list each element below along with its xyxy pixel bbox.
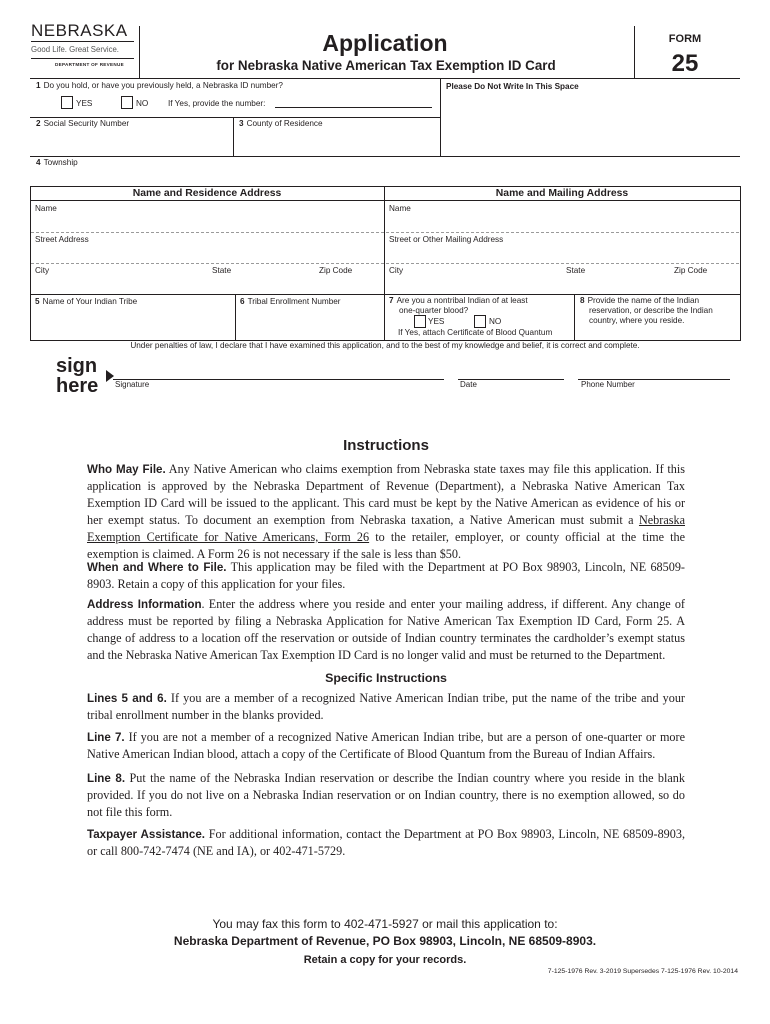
q1-ifyes-label: If Yes, provide the number: (168, 99, 266, 108)
mail-address-line: Nebraska Department of Revenue, PO Box 98903, Lincoln, NE 68509-8903. (173, 934, 597, 948)
mailing-city-label: City (389, 266, 404, 275)
page-title: Application (322, 30, 448, 56)
q7-q8-divider (574, 294, 575, 340)
office-use-divider (440, 78, 441, 156)
phone-label: Phone Number (581, 380, 635, 389)
form-26-link[interactable]: Nebraska Exemption Certificate for Native Americans, Form 26 (87, 513, 685, 544)
date-label: Date (460, 380, 477, 389)
form-label: FORM (668, 33, 702, 45)
retain-copy-line: Retain a copy for your records. (303, 954, 467, 966)
office-use-label: Please Do Not Write In This Space (446, 82, 579, 91)
page-subtitle: for Nebraska Native American Tax Exemption ID Card (216, 58, 556, 73)
mailing-name-input[interactable] (387, 214, 737, 230)
township-label: 4 Township (36, 158, 78, 167)
q7-no-checkbox[interactable] (474, 315, 486, 328)
q7-yes-label: YES (428, 317, 445, 326)
mailing-street-label: Street or Other Mailing Address (389, 235, 504, 244)
residence-city-label: City (35, 266, 50, 275)
tribe-enroll-divider (235, 294, 236, 340)
row-q1-bottom (30, 117, 440, 118)
lines-5-6-paragraph: Lines 5 and 6. If you are a member of a recognized Native American Indian tribe, put the name of the tribe and your tribal enrollment number in the blanks provided. (87, 691, 685, 722)
who-may-file-heading: Who May File. (87, 463, 166, 476)
signature-label: Signature (115, 380, 150, 389)
county-input[interactable] (236, 130, 438, 154)
line-7-heading: Line 7. (87, 731, 125, 744)
q1-yes-checkbox[interactable] (61, 96, 73, 109)
when-where-paragraph: When and Where to File. This application may be filed with the Department at PO Box 98903, Lincoln, NE 68509-8903. Retain a copy of this application for your files. (87, 560, 685, 591)
logo-rule (31, 58, 134, 59)
mailing-header: Name and Mailing Address (495, 188, 629, 199)
sign-here-label: sign here (56, 355, 99, 397)
line-8-paragraph: Line 8. Put the name of the Nebraska Indian reservation or describe the Indian country where you reside in the blank provided. If you do not live on a Nebraska Indian reservation or on Indian country, there is no exemption allowed, so do not file this form. (87, 771, 685, 819)
residence-name-label: Name (35, 204, 57, 213)
logo-department: DEPARTMENT OF REVENUE (55, 62, 124, 67)
taxpayer-assistance-heading: Taxpayer Assistance. (87, 828, 205, 841)
logo-underline (31, 41, 134, 42)
q8-label: 8 Provide the name of the Indian reservation, or describe the Indian country, where you reside. (580, 296, 713, 325)
line-7-paragraph: Line 7. If you are not a member of a recognized Native American Indian tribe, but are a person of one-quarter or more Native American Indian blood, attach a copy of the Certificate of Blood Quantum from the Bureau of Indian Affairs. (87, 730, 685, 761)
logo-tagline: Good Life. Great Service. (31, 45, 119, 54)
residence-street-input[interactable] (32, 245, 382, 261)
county-label: 3 County of Residence (239, 119, 323, 128)
q7-label: 7 Are you a nontribal Indian of at least one-quarter blood? (389, 296, 528, 315)
address-info-paragraph: Address Information. Enter the address where you reside and enter your mailing address, if different. Any change of address must be reported by filing a Nebraska Application for Native American Tax Exemption ID Card, Form 25. A change of address to a location off the reservation or outside of Indian country terminates the cardholder’s exempt status and the Nebraska Native American Tax Exemption ID Card is no longer valid and must be returned to the Department. (87, 597, 685, 662)
street-row-rule (31, 263, 739, 264)
residence-name-input[interactable] (32, 214, 382, 230)
residence-state-label: State (212, 266, 232, 275)
address-header-rule (30, 200, 740, 201)
ssn-label: 2 Social Security Number (36, 119, 130, 128)
mailing-state-label: State (566, 266, 586, 275)
residence-header: Name and Residence Address (132, 188, 282, 199)
header-divider-left (139, 26, 140, 78)
q1-label: 1 Do you hold, or have you previously held, a Nebraska ID number? (36, 81, 283, 90)
q1-no-label: NO (136, 99, 149, 108)
enrollment-input[interactable] (238, 308, 382, 336)
residence-street-label: Street Address (35, 235, 89, 244)
who-may-file-paragraph: Who May File. Any Native American who claims exemption from Nebraska state taxes may file this application. If this application is approved by the Nebraska Department of Revenue (Department), a Nebraska Native American Tax Exemption ID Card will be issued to the applicant. This card must be kept by the Native American as evidence of his or her exempt status. To document an exemption from Nebraska taxation, a Native American must submit a Nebraska Exemption Certificate for Native Americans, Form 26 to the retailer, employer, or county official at the time the exemption is claimed. A Form 26 is not necessary if the sale is less than $50. (87, 462, 686, 561)
lines-5-6-heading: Lines 5 and 6. (87, 692, 167, 705)
q1-no-checkbox[interactable] (121, 96, 133, 109)
q1-yes-label: YES (76, 99, 93, 108)
mailing-street-input[interactable] (387, 245, 737, 261)
township-input[interactable] (31, 169, 739, 183)
ssn-input[interactable] (31, 130, 231, 154)
residence-zip-label: Zip Code (319, 266, 353, 275)
revision-note: 7-125-1976 Rev. 3-2019 Supersedes 7-125-1976 Rev. 10-2014 (547, 968, 738, 975)
instructions-title: Instructions (343, 437, 429, 454)
mailing-name-label: Name (389, 204, 411, 213)
q7-yes-checkbox[interactable] (414, 315, 426, 328)
logo-wordmark: NEBRASKA (31, 21, 128, 40)
header-bottom-rule (30, 78, 740, 79)
q7-no-label: NO (489, 317, 502, 326)
mailing-city-input[interactable] (387, 276, 737, 292)
signature-input[interactable] (113, 379, 444, 380)
name-row-rule (31, 232, 739, 233)
tribe-input[interactable] (32, 308, 232, 336)
row-ssn-bottom (30, 156, 740, 157)
form-number: 25 (671, 50, 699, 77)
when-where-heading: When and Where to File. (87, 561, 227, 574)
sign-arrow-icon (106, 370, 114, 382)
enrollment-label: 6 Tribal Enrollment Number (240, 297, 341, 306)
fax-line: You may fax this form to 402-471-5927 or mail this application to: (212, 917, 558, 931)
taxpayer-assistance-paragraph: Taxpayer Assistance. For additional information, contact the Department at PO Box 98903, Lincoln, NE 68509-8903, or call 800-742-7474 (NE and IA), or 402-471-5729. (87, 827, 685, 858)
tribe-label: 5 Name of Your Indian Tribe (35, 297, 138, 306)
specific-instructions-title: Specific Instructions (325, 671, 447, 685)
line-8-heading: Line 8. (87, 772, 126, 785)
city-row-rule (30, 294, 740, 295)
nebraska-logo (31, 22, 136, 78)
address-info-heading: Address Information (87, 598, 202, 611)
q7-note: If Yes, attach Certificate of Blood Quantum (398, 328, 553, 337)
header-divider-right (634, 26, 635, 78)
residence-city-input[interactable] (32, 276, 382, 292)
mailing-zip-label: Zip Code (674, 266, 708, 275)
declaration-text: Under penalties of law, I declare that I have examined this application, and to the best of my knowledge and belief, it is correct and complete. (130, 341, 640, 350)
q1-id-number-input[interactable] (275, 107, 432, 108)
ssn-county-divider (233, 117, 234, 156)
